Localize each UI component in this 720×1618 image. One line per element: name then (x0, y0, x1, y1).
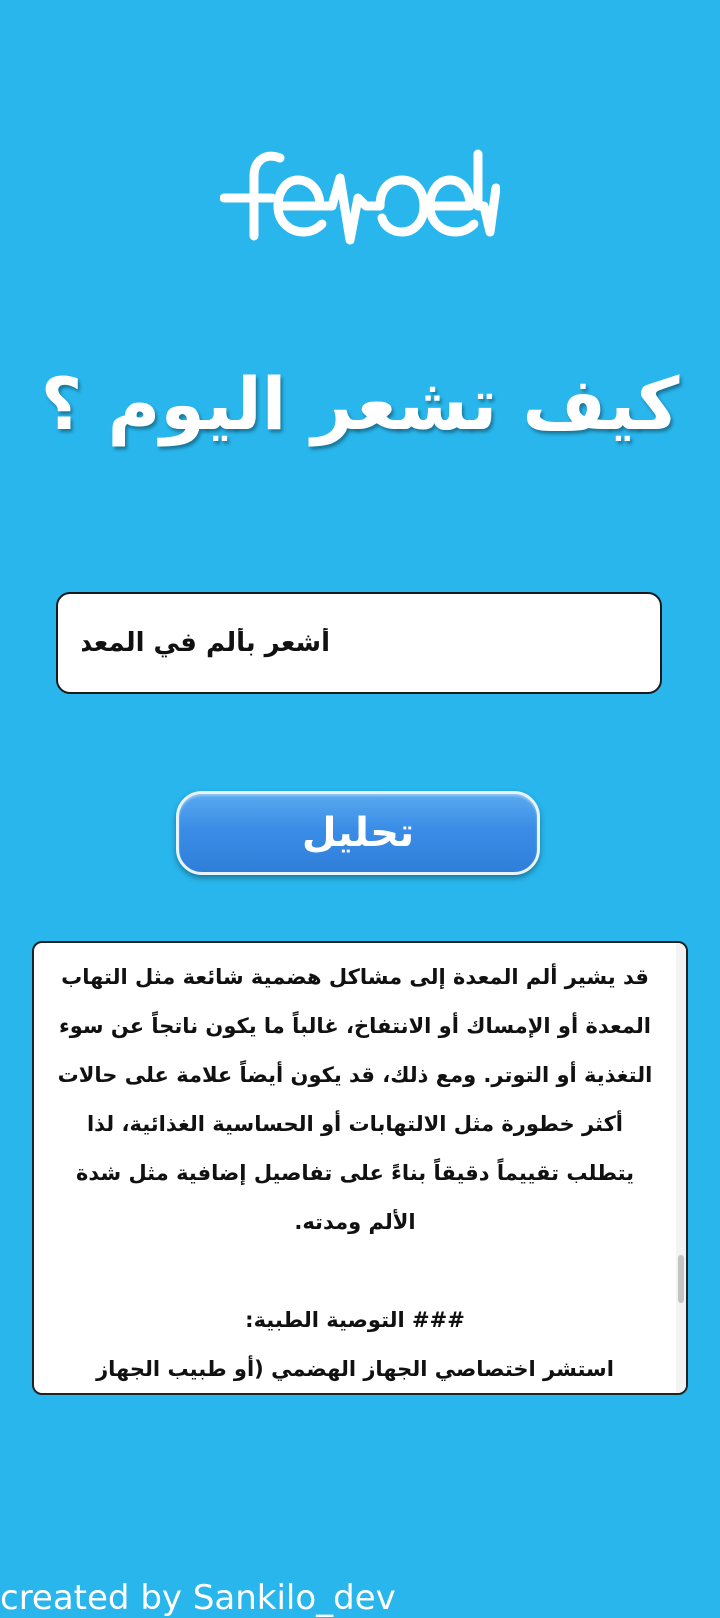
result-text: قد يشير ألم المعدة إلى مشاكل هضمية شائعة مثل التهاب المعدة أو الإمساك أو الانتفاخ، غالباً ما يكون ناتجاً عن سوء التغذية أو التوتر. ومع ذلك، قد يكون أيضاً علامة على حالات أكثر خطورة مثل الالتهابات أو الحساسية الغذائية، لذا يتطلب تقييماً دقيقاً بناءً على تفاصيل إضافية مثل شدة الألم ومدته. ### التوصية الطبية: استشر اختصاصي الجهاز الهضمي (أو طبيب الجهاز (57, 965, 653, 1381)
symptom-input[interactable] (58, 594, 660, 692)
analyze-button[interactable]: تحليل (176, 791, 540, 875)
heartbeat-logo-icon (220, 148, 500, 250)
page-title: كيف تشعر اليوم ؟ (40, 362, 680, 446)
result-scrollbar-thumb[interactable] (678, 1255, 684, 1303)
credit-footer: created by Sankilo_dev (0, 1578, 396, 1618)
symptom-input-container[interactable] (56, 592, 662, 694)
result-panel[interactable] (32, 941, 688, 1395)
febel-logo (220, 148, 500, 250)
result-scrollbar[interactable] (676, 943, 686, 1393)
